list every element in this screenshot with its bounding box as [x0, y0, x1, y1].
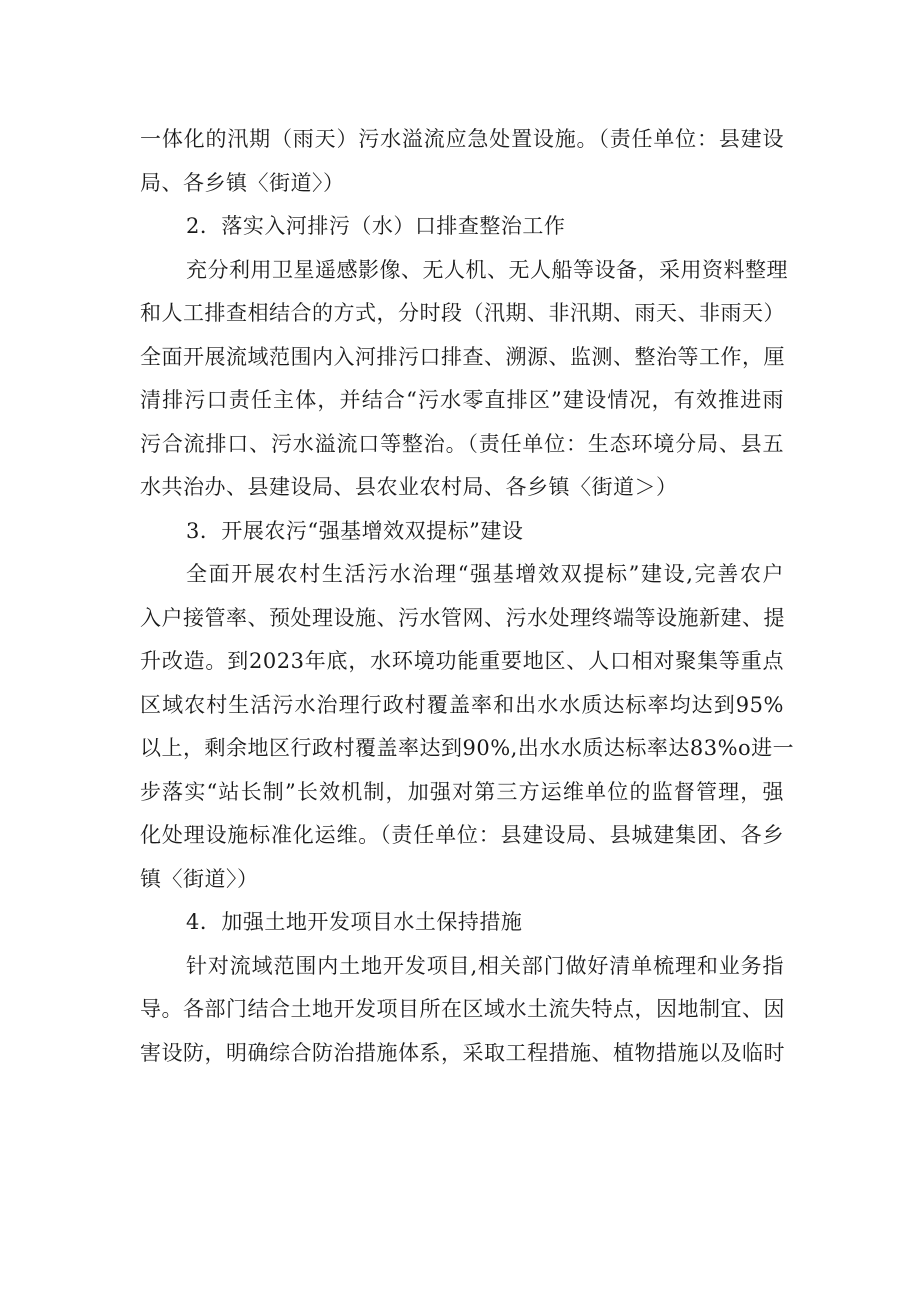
body-line: 污合流排口、污水溢流口等整治。（责任单位：生态环境分局、县五: [140, 431, 784, 456]
body-line: 区域农村生活污水治理行政村覆盖率和出水水质达标率均达到95%: [140, 692, 784, 717]
body-line: 针对流域范围内土地开发项目,相关部门做好清单梳理和业务指: [186, 953, 784, 978]
body-line: 水共治办、县建设局、县农业农村局、各乡镇〈街道＞）: [140, 475, 678, 499]
section-heading: 3．开展农污“强基增效双提标”建设: [186, 518, 524, 543]
body-line: 入户接管率、预处理设施、污水管网、污水处理终端等设施新建、提: [140, 605, 785, 630]
body-line: 局、各乡镇〈街道〉）: [140, 170, 345, 195]
body-line: 导。各部门结合土地开发项目所在区域水土流失特点，因地制宜、因: [140, 997, 785, 1021]
section-heading: 2．落实入河排污（水）口排查整治工作: [186, 214, 566, 238]
body-line: 充分利用卫星遥感影像、无人机、无人船等设备，采用资料整理: [186, 257, 788, 282]
body-line: 化处理设施标准化运维。（责任单位：县建设局、县城建集团、各乡: [140, 823, 784, 847]
body-line: 害设防，明确综合防治措施体系，采取工程措施、植物措施以及临时: [140, 1040, 785, 1065]
body-line: 升改造。到2023年底，水环境功能重要地区、人口相对聚集等重点: [140, 649, 784, 673]
section-heading: 4．加强土地开发项目水土保持措施: [186, 910, 523, 934]
body-line: 以上，剩余地区行政村覆盖率达到90%,出水水质达标率达83%o进一: [140, 736, 795, 760]
body-line: 镇〈街道〉）: [140, 866, 259, 891]
body-line: 和人工排查相结合的方式，分时段（汛期、非汛期、雨天、非雨天）: [140, 301, 785, 325]
body-line: 全面开展农村生活污水治理“强基增效双提标”建设,完善农户: [186, 562, 784, 586]
body-line: 步落实“站长制”长效机制，加强对第三方运维单位的监督管理，强: [140, 779, 784, 804]
body-line: 一体化的汛期（雨天）污水溢流应急处置设施。（责任单位：县建设: [140, 127, 784, 151]
body-line: 全面开展流域范围内入河排污口排查、溯源、监测、整治等工作，厘: [140, 344, 785, 369]
body-line: 清排污口责任主体，并结合“污水零直排区”建设情况，有效推进雨: [140, 388, 784, 412]
